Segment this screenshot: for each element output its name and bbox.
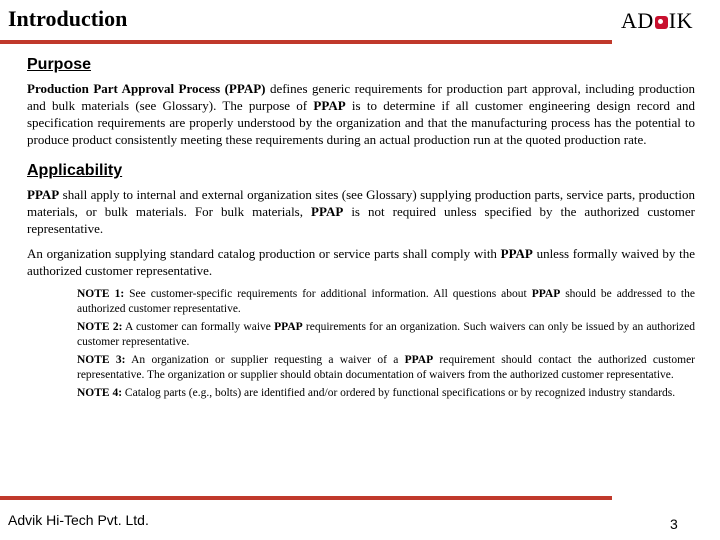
applicability-text-1a: shall apply to internal and external organization sites (see Glossary) supplying production parts, service parts, production materials, or bulk materials. For bulk materials,: [27, 187, 695, 219]
applicability-text-1b: is not required unless specified by the authorized customer representative.: [27, 204, 695, 236]
header-divider: [0, 40, 612, 44]
slide-content: [25, 56, 695, 405]
note-text: Catalog parts (e.g., bolts) are identified and/or ordered by functional specifications or by recognized industry standards.: [122, 387, 676, 399]
footer-divider: [0, 496, 612, 500]
note-text: requirements for an organization. Such waivers can only be issued by an authorized customer representative.: [77, 321, 695, 348]
page-number: 3: [670, 516, 678, 532]
note-bold: PPAP: [274, 321, 303, 333]
purpose-heading: Purpose: [27, 56, 92, 73]
purpose-text-1: defines generic requirements for production part approval, including production and bulk materials (see Glossary). The purpose of: [27, 81, 696, 113]
applicability-heading: Applicability: [27, 162, 123, 179]
footer-company: Advik Hi-Tech Pvt. Ltd.: [8, 512, 149, 528]
note-3: [77, 353, 695, 382]
purpose-ppap: PPAP: [313, 98, 346, 113]
purpose-paragraph: [27, 80, 695, 148]
applicability-text-2a: An organization supplying standard catalog production or service parts shall comply with: [27, 246, 501, 261]
applicability-ppap-2: PPAP: [311, 204, 344, 219]
note-text: A customer can formally waive: [122, 321, 275, 333]
note-4: [77, 386, 695, 401]
slide-title: Introduction: [8, 6, 128, 31]
note-label: NOTE 4:: [77, 387, 123, 399]
note-label: NOTE 3:: [77, 354, 126, 366]
purpose-text-2: is to determine if all customer engineering design record and specification requirements are properly understood by the organization and that the manufacturing process has the potential to produce product consistently meeting these requirements during an actual production run at the quoted production rate.: [27, 98, 695, 147]
purpose-term: Production Part Approval Process (PPAP): [27, 81, 266, 96]
company-logo: [621, 8, 693, 34]
applicability-paragraph-2: [27, 245, 695, 279]
note-text: See customer-specific requirements for additional information. All questions about: [124, 288, 532, 300]
logo-mark-icon: [655, 16, 668, 29]
note-bold: PPAP: [531, 288, 561, 300]
note-text: requirement should contact the authorized customer representative. The organization or supplier should obtain documentation of waivers from the authorized customer representative.: [77, 354, 696, 381]
note-text: should be addressed to the authorized customer representative.: [77, 288, 695, 315]
applicability-text-2b: unless formally waived by the authorized customer representative.: [27, 246, 695, 278]
note-text: An organization or supplier requesting a waiver of a: [125, 354, 405, 366]
logo-text-suffix: IK: [668, 8, 693, 33]
note-label: NOTE 1:: [77, 288, 125, 300]
note-2: [77, 320, 695, 349]
note-bold: PPAP: [404, 354, 434, 366]
applicability-paragraph-1: [27, 186, 695, 237]
notes-list: [77, 287, 695, 401]
logo-text-prefix: AD: [621, 8, 654, 33]
note-label: NOTE 2:: [77, 321, 123, 333]
applicability-ppap-1: PPAP: [27, 187, 60, 202]
applicability-ppap-3: PPAP: [500, 246, 533, 261]
note-1: [77, 287, 695, 316]
